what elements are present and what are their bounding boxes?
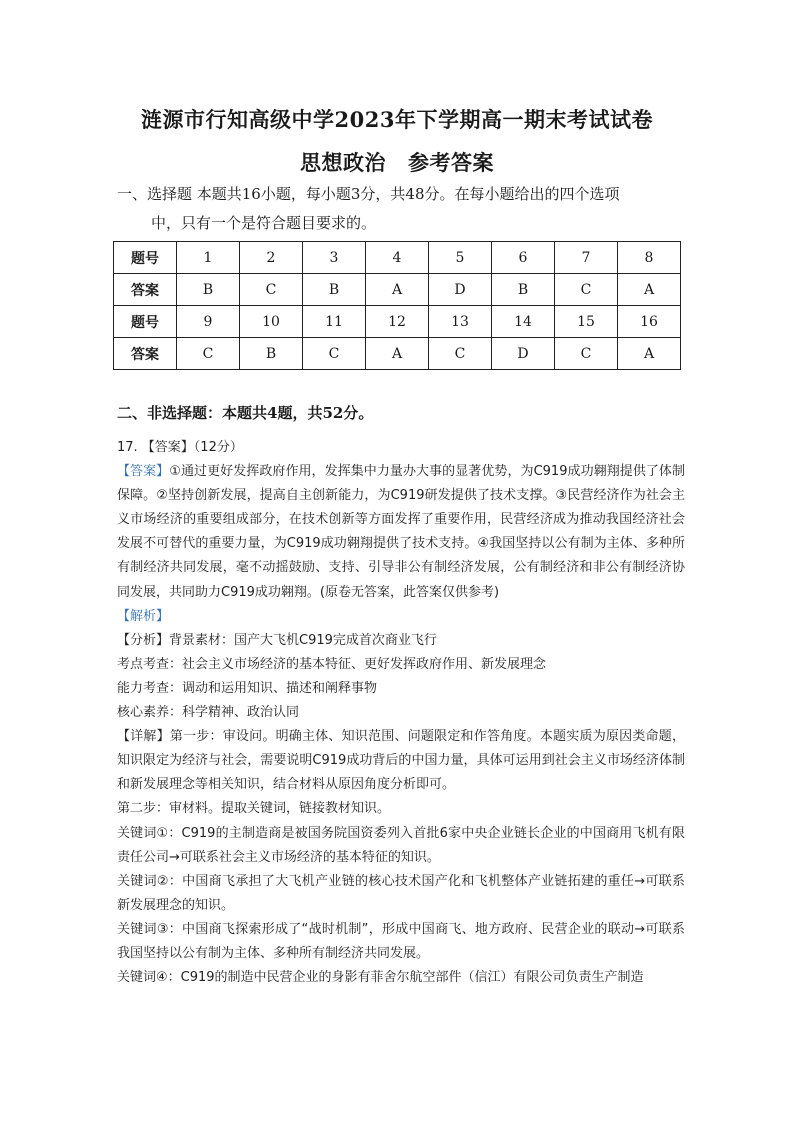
answer-tag: 【答案】 — [117, 464, 170, 480]
analysis-line: 能力考查：调动和运用知识、描述和阐释事物 — [117, 680, 378, 696]
answer-letter-cell: C — [177, 338, 240, 370]
answer-key-label: 参考答案 — [408, 150, 494, 175]
question-number-cell: 10 — [240, 306, 303, 338]
question-number-cell: 1 — [177, 242, 240, 274]
answer-letter-cell: A — [366, 338, 429, 370]
answer-letter-cell: D — [492, 338, 555, 370]
question-number-cell: 11 — [303, 306, 366, 338]
question-number-cell: 3 — [303, 242, 366, 274]
answer-text: ①通过更好发挥政府作用，发挥集中力量办大事的显著优势，为C919成功翱翔提供了体制保障。②坚持创新发展，提高自主创新能力，为C919研发提供了技术支撑。③民营经济作为社会主义市场经济的重要组成部分，在技术创新等方面发挥了重要作用，民营经济成为推动我国经济社会发展不可替代的重要力量，为C919成功翱翔提供了技术支持。④我国坚持以公有制为主体、多种所有制经济共同发展，毫不动摇鼓励、支持、引导非公有制经济发展，公有制经济和非公有制经济协同发展，共同助力C919成功翱翔。(原卷无答案，此答案仅供参考) — [117, 464, 685, 600]
question-number-cell: 16 — [618, 306, 681, 338]
question-number-cell: 9 — [177, 306, 240, 338]
section1-line2: 中，只有一个是符合题目要求的。 — [151, 214, 377, 232]
answer-row — [114, 274, 681, 306]
answer-letter-cell: C — [303, 338, 366, 370]
answer-letter-cell: C — [429, 338, 492, 370]
answer-letter-cell: C — [555, 274, 618, 306]
exam-subtitle — [0, 147, 794, 177]
answer-letter-cell: C — [555, 338, 618, 370]
question-row-label: 题号 — [114, 306, 177, 338]
q17-head: 17. 【答案】（12分） — [117, 440, 243, 455]
answer-row — [114, 338, 681, 370]
answer-letter-cell: B — [492, 274, 555, 306]
question-number-cell: 4 — [366, 242, 429, 274]
answer-table — [113, 241, 681, 370]
question-row — [114, 242, 681, 274]
subject-name: 思想政治 — [300, 150, 386, 175]
question-number-cell: 2 — [240, 242, 303, 274]
analysis-tag: 【解析】 — [117, 608, 170, 624]
analysis-line: 关键词④：C919的制造中民营企业的身影有菲舍尔航空部件（信江）有限公司负责生产制造 — [117, 970, 644, 986]
question-number-cell: 15 — [555, 306, 618, 338]
answer-letter-cell: A — [618, 274, 681, 306]
analysis-line: 核心素养：科学精神、政治认同 — [117, 705, 300, 721]
answer-letter-cell: B — [240, 338, 303, 370]
analysis-line: 关键词①：C919的主制造商是被国务院国资委列入首批6家中央企业链长企业的中国商用飞机有限责任公司→可联系社会主义市场经济的基本特征的知识。 — [117, 825, 685, 865]
analysis-line: 考点考查：社会主义市场经济的基本特征、更好发挥政府作用、新发展理念 — [117, 656, 547, 672]
q17-answer-body — [117, 436, 685, 990]
exam-title: 涟源市行知高级中学2023年下学期高一期末考试试卷 — [141, 107, 653, 132]
question-row-label: 题号 — [114, 242, 177, 274]
section1-instructions — [117, 180, 683, 238]
analysis-line: 第二步：审材料。提取关键词，链接教材知识。 — [117, 801, 391, 817]
answer-row-label: 答案 — [114, 338, 177, 370]
section1-line1: 一、选择题 本题共16小题，每小题3分，共48分。在每小题给出的四个选项 — [117, 185, 620, 203]
analysis-line: 关键词③：中国商飞探索形成了“战时机制”，形成中国商飞、地方政府、民营企业的联动→可联系我国坚持以公有制为主体、多种所有制经济共同发展。 — [117, 921, 685, 961]
question-number-cell: 8 — [618, 242, 681, 274]
answer-letter-cell: B — [303, 274, 366, 306]
question-number-cell: 7 — [555, 242, 618, 274]
answer-letter-cell: C — [240, 274, 303, 306]
answer-letter-cell: B — [177, 274, 240, 306]
answer-letter-cell: A — [618, 338, 681, 370]
question-row — [114, 306, 681, 338]
section2-heading: 二、非选择题：本题共4题，共52分。 — [117, 404, 374, 422]
analysis-line: 【详解】第一步：审设问。明确主体、知识范围、问题限定和作答角度。本题实质为原因类命题，知识限定为经济与社会，需要说明C919成功背后的中国力量，具体可运用到社会主义市场经济体制和新发展理念等相关知识，结合材料从原因角度分析即可。 — [117, 729, 685, 793]
question-number-cell: 13 — [429, 306, 492, 338]
question-number-cell: 5 — [429, 242, 492, 274]
question-number-cell: 6 — [492, 242, 555, 274]
answer-letter-cell: A — [366, 274, 429, 306]
analysis-line: 关键词②：中国商飞承担了大飞机产业链的核心技术国产化和飞机整体产业链拓建的重任→可联系新发展理念的知识。 — [117, 873, 685, 913]
analysis-line: 【分析】背景素材：国产大飞机C919完成首次商业飞行 — [117, 632, 437, 648]
answer-letter-cell: D — [429, 274, 492, 306]
question-number-cell: 12 — [366, 306, 429, 338]
answer-row-label: 答案 — [114, 274, 177, 306]
q17-answer — [117, 460, 685, 605]
question-number-cell: 14 — [492, 306, 555, 338]
